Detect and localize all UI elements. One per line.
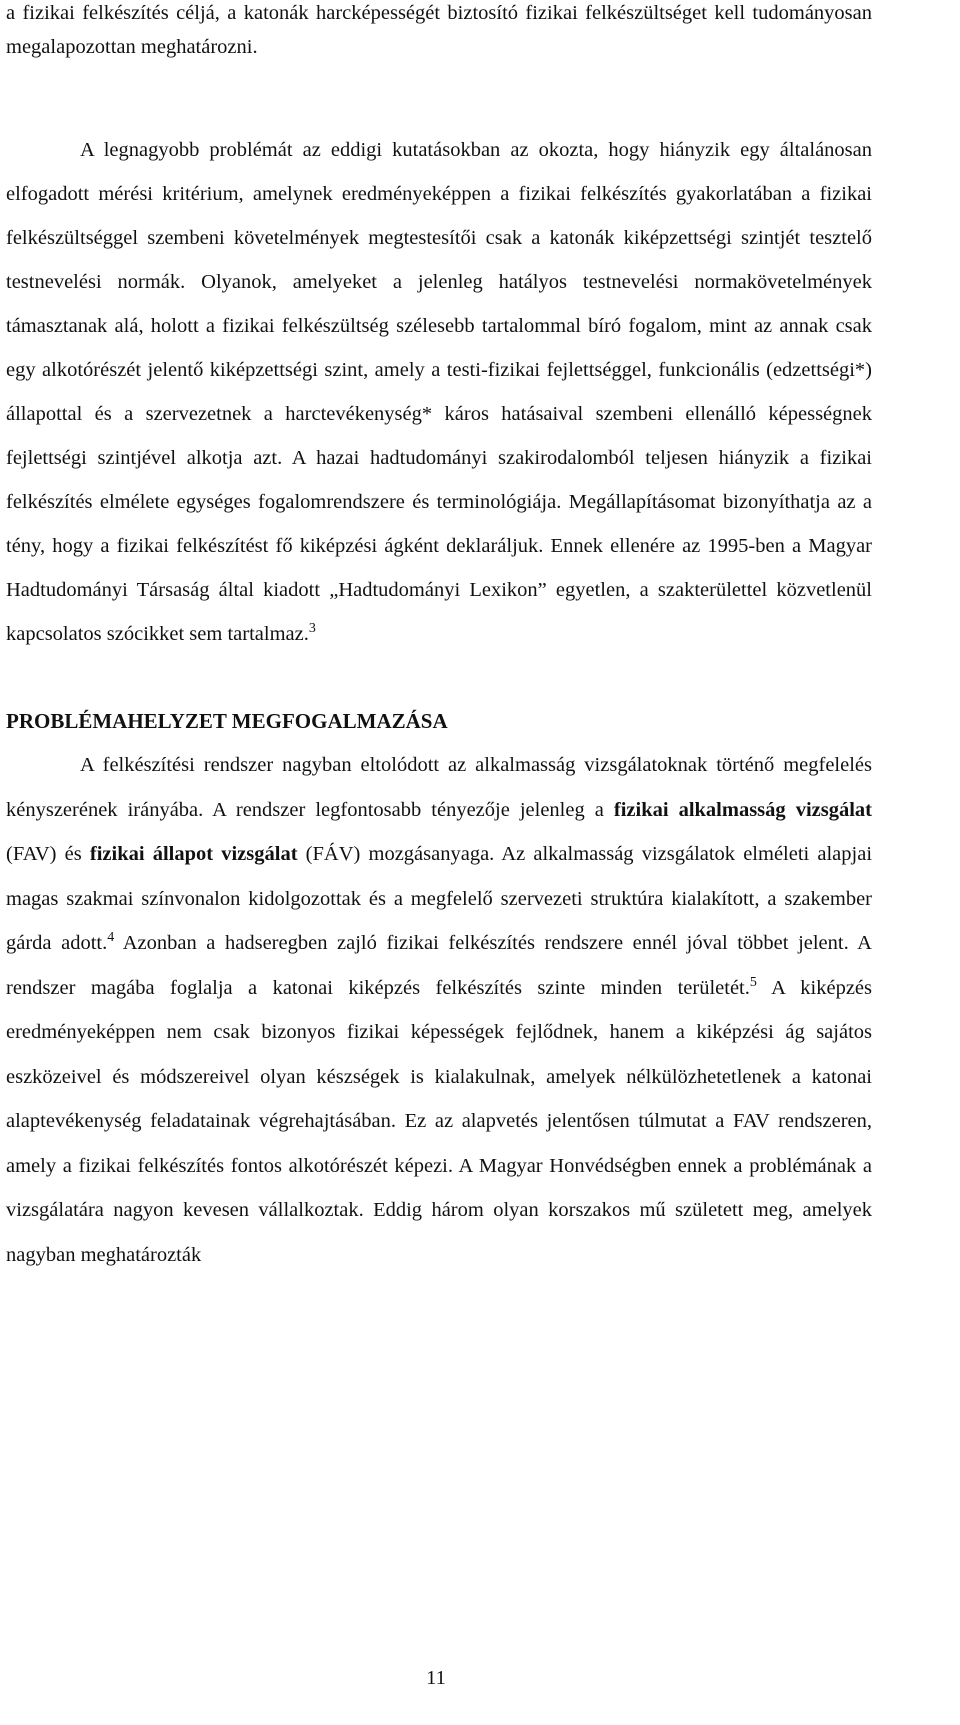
section-heading: PROBLÉMAHELYZET MEGFOGALMAZÁSA — [6, 709, 448, 733]
bold-term-fav: fizikai alkalmasság vizsgálat — [613, 798, 872, 821]
page-number: 11 — [426, 1667, 446, 1689]
research-problem-text: A legnagyobb problémát az eddigi kutatásokban az okozta, hogy hiányzik egy általánosan elfogadott mérési kritérium, amelynek eredményeképpen a fizikai felkészítés gyakorlatában a fizikai felkészültséggel szembeni követelmények megtestesítői csak a katonák kiképzettségi szintjét tesztelő testnevelési normák. Olyanok, amelyeket a jelenleg hatályos testnevelési normakövetelmények támasztanak alá, holott a fizikai felkészültség szélesebb tartalommal bíró fogalom, mint az annak csak egy alkotórészét jelentő kiképzettségi szint, amely a testi-fizikai fejlettséggel, funkcionális (edzettségi*) állapottal és a szervezetnek a harctevékenység* káros hatásaival szembeni ellenálló képességnek fejlettségi szintjével alkotja azt. A hazai hadtudományi szakirodalomból teljesen hiányzik a fizikai felkészítés elmélete egységes fogalomrendszere és terminológiája. Megállapításomat bizonyíthatja az a tény, hogy a fizikai felkészítést fő kiképzési ágként deklaráljuk. Ennek ellenére az 1995-ben a Magyar Hadtudományi Társaság által kiadott „Hadtudományi Lexikon” egyetlen, a szakterülettel közvetlenül kapcsolatos szócikket sem tartalmaz. — [6, 139, 872, 645]
bold-term-fav-state: fizikai állapot vizsgálat — [89, 843, 298, 865]
problem-statement-paragraph — [6, 743, 872, 1277]
research-problem-paragraph — [6, 128, 872, 656]
body-text: (FAV) és — [6, 843, 90, 865]
intro-paragraph: a fizikai felkészítés céljá, a katonák harcképességét biztosító fizikai felkészültséget kell tudományosan megalapozottan meghatározni. — [6, 2, 872, 58]
footnote-ref-5[interactable]: 5 — [749, 974, 757, 990]
body-text: A kiképzés eredményeképpen nem csak bizonyos fizikai képességek fejlődnek, hanem a kiképzési ág sajátos eszközeivel és módszereivel olyan készségek is kialakulnak, amelyek nélkülözhetetlenek a katonai alaptevékenység feladatainak végrehajtásában. Ez az alapvetés jelentősen túlmutat a FAV rendszeren, amely a fizikai felkészítés fontos alkotórészét képezi. A Magyar Honvédségben ennek a problémának a vizsgálatára nagyon kevesen vállalkoztak. Eddig három olyan korszakos mű született meg, amelyek nagyban meghatározták — [6, 976, 873, 1266]
body-text: (FÁV) mozgásanyaga. Az alkalmasság vizsgálatok elméleti alapjai magas szakmai színvonalon kidolgozottak és a megfelelő szervezeti struktúra kialakított, a szakember gárda adott. — [6, 843, 873, 954]
footnote-ref-3[interactable]: 3 — [308, 621, 316, 636]
footnote-ref-4[interactable]: 4 — [107, 930, 115, 945]
document-page — [6, 0, 872, 1277]
body-text: A felkészítési rendszer nagyban eltolódott az alkalmasság vizsgálatoknak történő megfelelés kényszerének irányába. A rendszer legfontosabb tényezője jelenleg a — [6, 754, 872, 821]
body-text: Azonban a hadseregben zajló fizikai felkészítés rendszere ennél jóval többet jelent. A rendszer magába foglalja a katonai kiképzés felkészítés szinte minden területét. — [6, 932, 872, 999]
